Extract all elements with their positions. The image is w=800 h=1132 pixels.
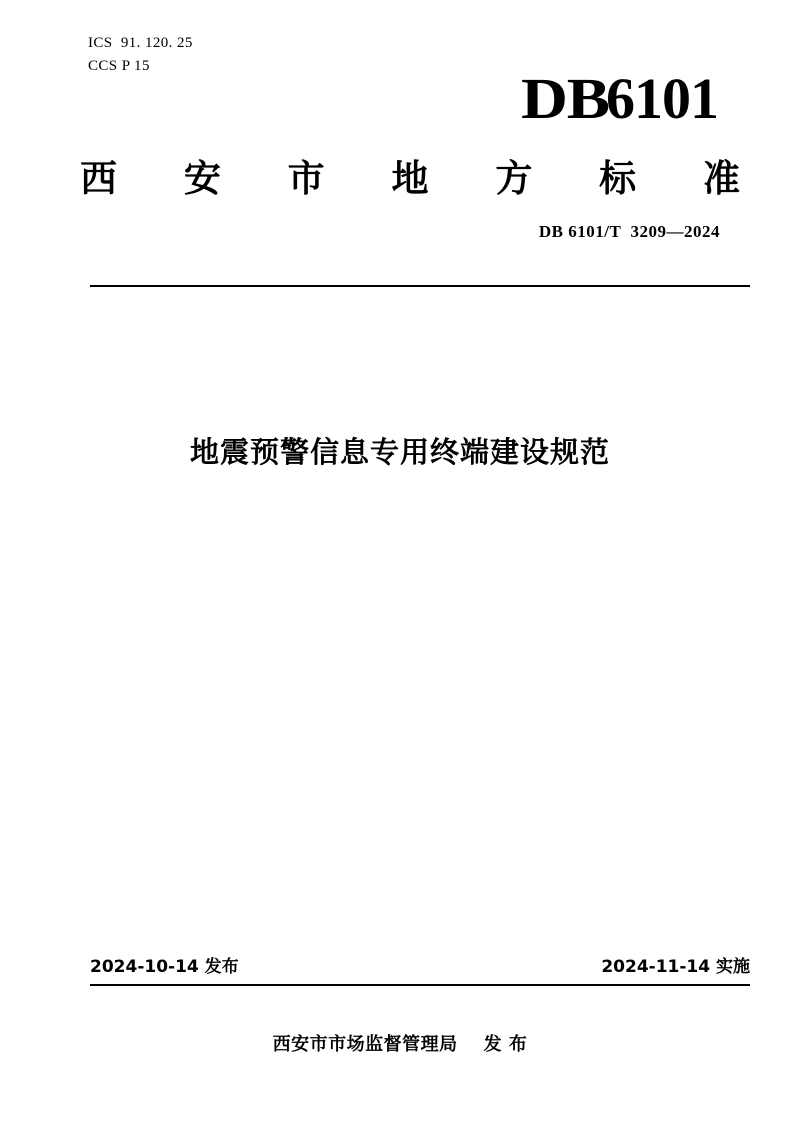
header-divider	[90, 285, 750, 287]
ccs-code: CCS P 15	[88, 58, 150, 75]
standard-title-char-6: 准	[702, 157, 740, 200]
publisher-line	[0, 1030, 800, 1056]
ics-code: ICS 91. 120. 25	[88, 35, 193, 51]
db-mark-prefix: DB	[521, 66, 610, 131]
standard-title-char-0: 西	[80, 157, 117, 200]
dates-row	[90, 952, 750, 977]
standard-title-char-2: 市	[287, 157, 325, 200]
page-title: 地震预警信息专用终端建设规范	[189, 435, 610, 469]
standard-title-char-1: 安	[183, 157, 221, 200]
db-mark-number: 6101	[606, 66, 718, 131]
standard-title-char-5: 标	[599, 157, 637, 200]
standard-title-char-4: 方	[495, 157, 533, 200]
standard-number: DB 6101/T 3209—2024	[538, 222, 720, 241]
classification-codes	[88, 32, 193, 79]
publish-date: 2024-10-14 发布	[90, 957, 239, 977]
standard-authority-title	[80, 148, 740, 202]
standard-title-char-3: 地	[391, 157, 429, 200]
footer-divider	[90, 984, 750, 986]
db-mark	[521, 66, 718, 131]
publisher-name: 西安市市场监督管理局	[272, 1034, 458, 1055]
publisher-suffix: 发 布	[483, 1034, 528, 1055]
implement-date: 2024-11-14 实施	[601, 957, 750, 977]
